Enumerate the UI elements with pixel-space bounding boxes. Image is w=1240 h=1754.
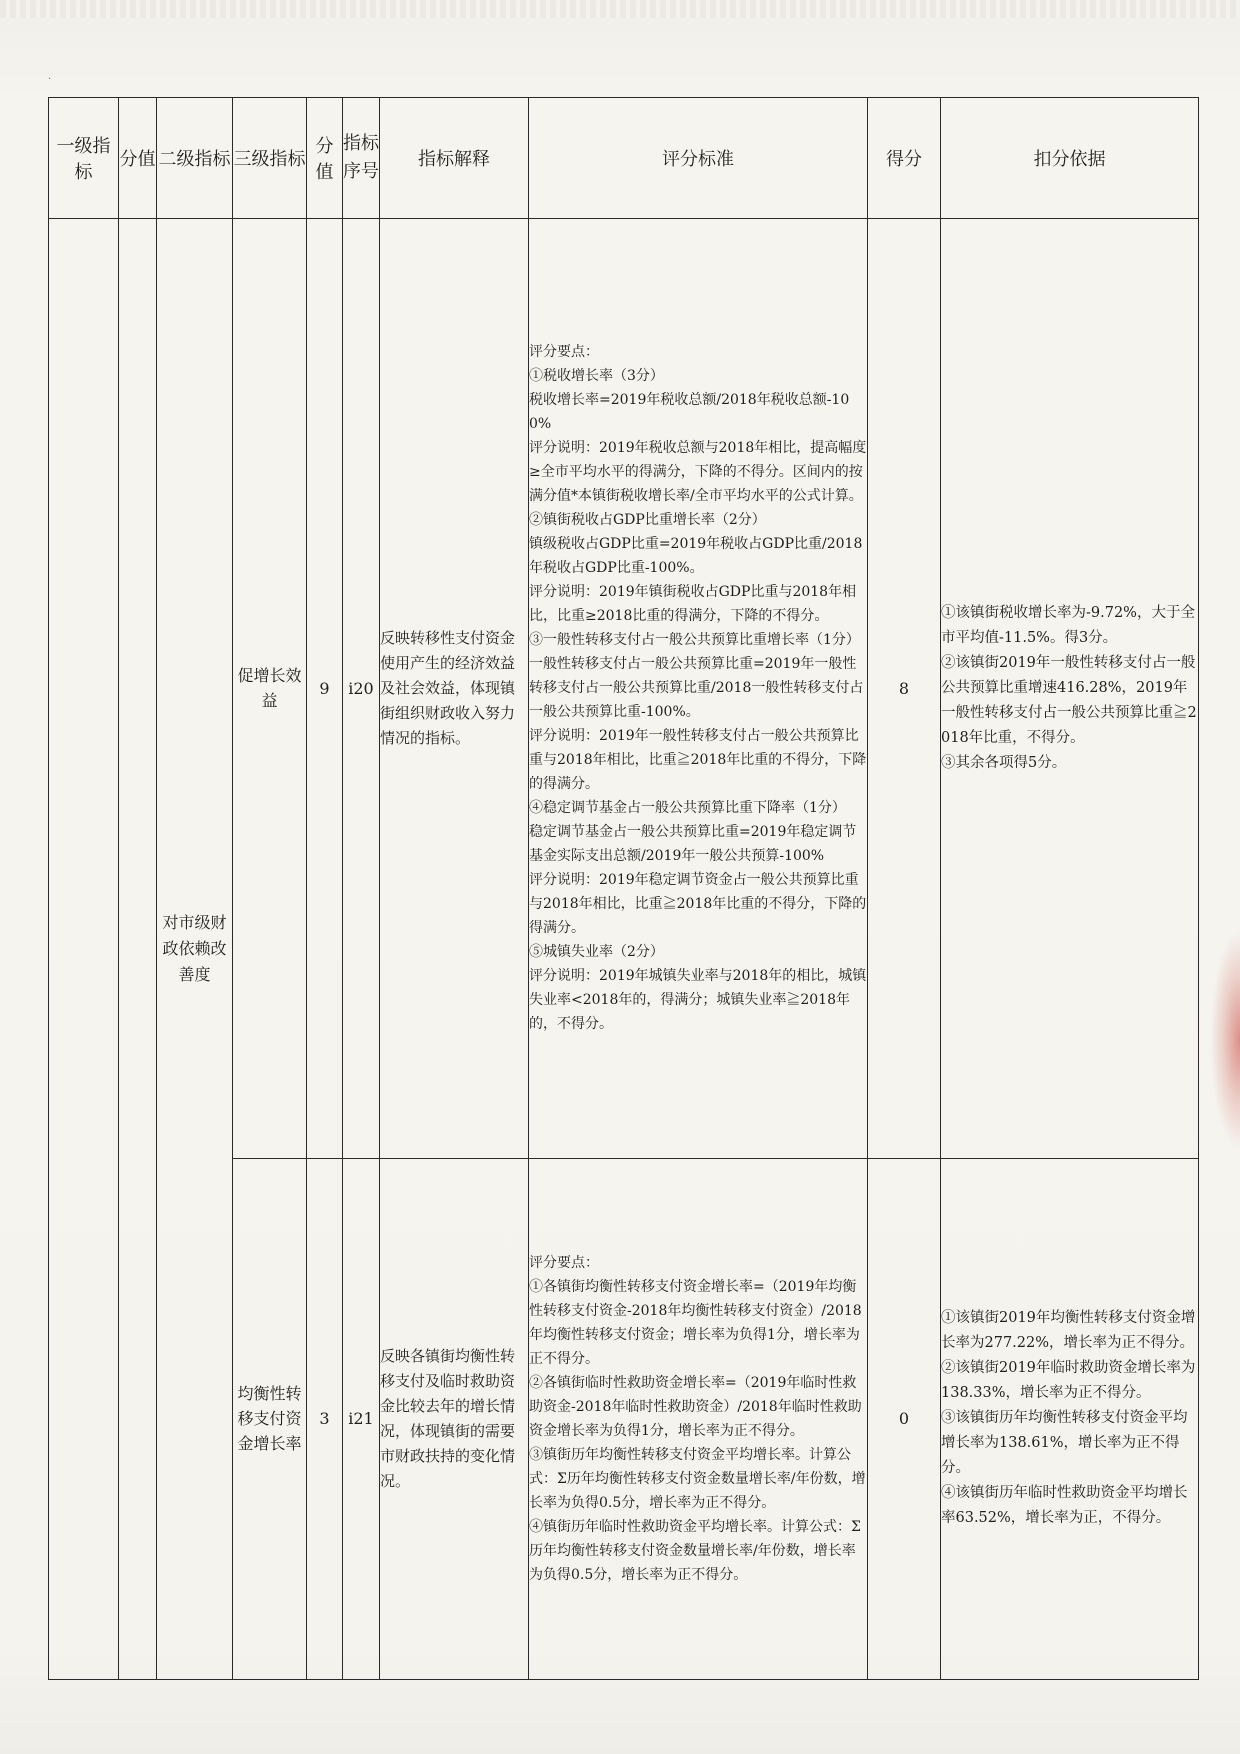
header-level1: 一级指标 xyxy=(49,98,119,219)
header-seq-line1: 指标 xyxy=(343,133,379,154)
criteria-cell: 评分要点： ①税收增长率（3分） 税收增长率=2019年税收总额/2018年税收总额-100% 评分说明：2019年税收总额与2018年相比，提高幅度≥全市平均水平的得满分，下降的不得分。区间内的按满分值*本镇街税收增长率/全市平均水平的公式计算。 ②镇街税收占GDP比重增长率（2分） 镇级税收占GDP比重=2019年税收占GDP比重/2018年税收占GDP比重-100%。 评分说明：2019年镇街税收占GDP比重与2018年相比，比重≥2018比重的得满分，下降的不得分。 ③一般性转移支付占一般公共预算比重增长率（1分） 一般性转移支付占一般公共预算比重=2019年一般性转移支付占一般公共预算比重/2018一般性转移支付占一般公共预算比重-100%。 评分说明：2019年一般性转移支付占一般公共预算比重与2018年相比，比重≧2018年比重的不得分，下降的得满分。 ④稳定调节基金占一般公共预算比重下降率（1分） 稳定调节基金占一般公共预算比重=2019年稳定调节基金实际支出总额/2019年一般公共预算-100% 评分说明：2019年稳定调节资金占一般公共预算比重与2018年相比，比重≧2018年比重的不得分，下降的得满分。 ⑤城镇失业率（2分） 评分说明：2019年城镇失业率与2018年的相比，城镇失业率<2018年的，得满分；城镇失业率≧2018年的，不得分。 xyxy=(529,219,868,1159)
level3-cell: 促增长效益 xyxy=(233,219,307,1159)
got-cell: 8 xyxy=(868,219,941,1159)
seq-cell: i20 xyxy=(343,219,380,1159)
basis-cell: ①该镇街2019年均衡性转移支付资金增长率为277.22%，增长率为正不得分。 ②该镇街2019年临时救助资金增长率为138.33%，增长率为正不得分。 ③该镇街历年均衡性转移支付资金平均增长率为138.61%，增长率为正不得分。 ④该镇街历年临时性救助资金平均增长率63.52%，增长率为正，不得分。 xyxy=(941,1158,1199,1679)
header-got: 得分 xyxy=(868,98,941,219)
level2-cell: 对市级财政依赖改善度 xyxy=(157,219,233,1680)
level3-cell: 均衡性转移支付资金增长率 xyxy=(233,1158,307,1679)
explain-cell: 反映各镇街均衡性转移支付及临时救助资金比较去年的增长情况，体现镇街的需要市财政扶持的变化情况。 xyxy=(380,1158,529,1679)
score-cell: 3 xyxy=(307,1158,343,1679)
explain-cell: 反映转移性支付资金使用产生的经济效益及社会效益，体现镇街组织财政收入努力情况的指标。 xyxy=(380,219,529,1159)
seq-cell: i21 xyxy=(343,1158,380,1679)
header-row xyxy=(49,98,1199,219)
got-cell: 0 xyxy=(868,1158,941,1679)
criteria-cell: 评分要点： ①各镇街均衡性转移支付资金增长率=（2019年均衡性转移支付资金-2018年均衡性转移支付资金）/2018年均衡性转移支付资金；增长率为负得1分，增长率为正不得分。 ②各镇街临时性救助资金增长率=（2019年临时性救助资金-2018年临时性救助资金）/2018年临时性救助资金增长率为负得1分，增长率为正不得分。 ③镇街历年均衡性转移支付资金平均增长率。计算公式：Σ历年均衡性转移支付资金数量增长率/年份数，增长率为负得0.5分，增长率为正不得分。 ④镇街历年临时性救助资金平均增长率。计算公式：Σ历年均衡性转移支付资金数量增长率/年份数，增长率为负得0.5分，增长率为正不得分。 xyxy=(529,1158,868,1679)
header-score1: 分值 xyxy=(119,98,157,219)
header-seq-line2: 序号 xyxy=(343,161,379,182)
header-score3: 分值 xyxy=(307,98,343,219)
header-level2: 二级指标 xyxy=(157,98,233,219)
table-row xyxy=(49,219,1199,1159)
basis-cell: ①该镇街税收增长率为-9.72%，大于全市平均值-11.5%。得3分。 ②该镇街2019年一般性转移支付占一般公共预算比重增速416.28%，2019年一般性转移支付占一般公共预算比重≧2018年比重，不得分。 ③其余各项得5分。 xyxy=(941,219,1199,1159)
header-level3: 三级指标 xyxy=(233,98,307,219)
level1-cell xyxy=(49,219,119,1680)
scan-speck: · xyxy=(48,74,52,85)
header-explain: 指标解释 xyxy=(380,98,529,219)
score1-cell xyxy=(119,219,157,1680)
header-basis: 扣分依据 xyxy=(941,98,1199,219)
header-criteria: 评分标准 xyxy=(529,98,868,219)
score-cell: 9 xyxy=(307,219,343,1159)
seal-stamp-edge xyxy=(1210,930,1240,1150)
header-seq xyxy=(343,98,380,219)
scan-edge xyxy=(0,0,1240,18)
evaluation-table xyxy=(48,97,1199,1680)
